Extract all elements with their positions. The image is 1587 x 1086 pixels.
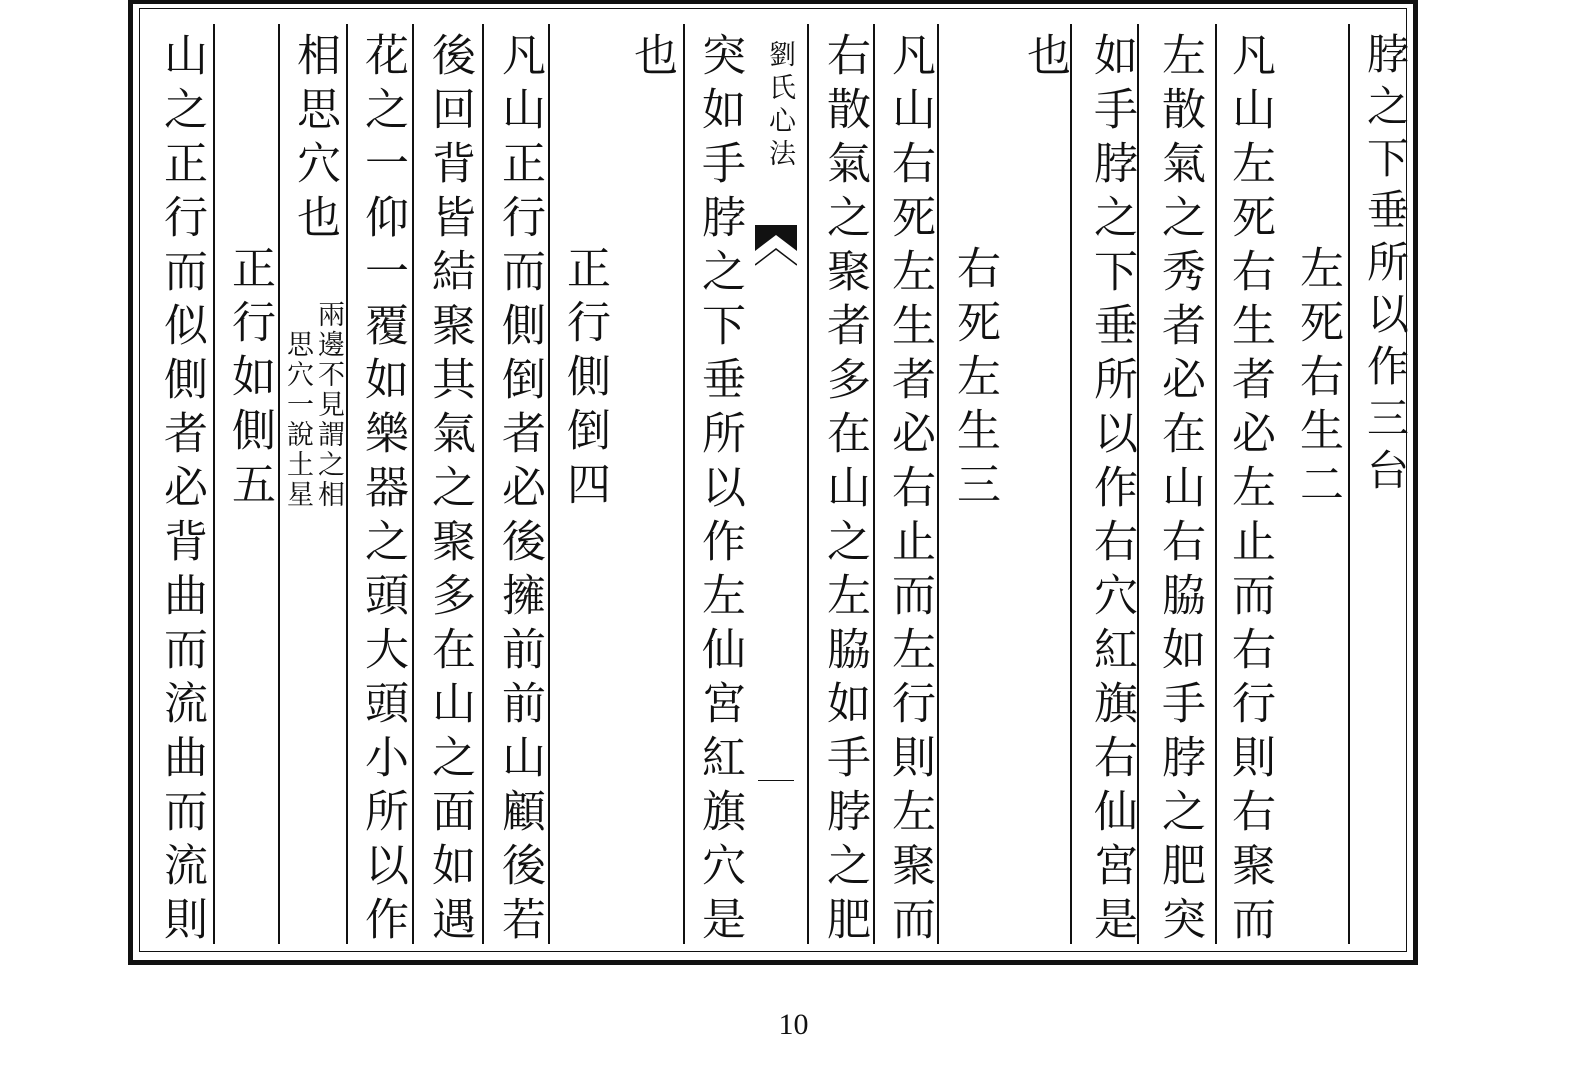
text-column: 凡山左死右生者必左止而右行則右聚而 bbox=[1224, 32, 1275, 950]
heading-column: 脖之下垂所以作三台 bbox=[1361, 32, 1410, 500]
text-column: 花之一仰一覆如樂器之頭大頭小所以作 bbox=[357, 32, 408, 950]
column-rule bbox=[412, 24, 414, 944]
annotation-note: 思穴一說土星 bbox=[282, 330, 313, 510]
text-column: 凡山正行而側倒者必後擁前前山顧後若 bbox=[494, 32, 545, 950]
text-column: 也 bbox=[1019, 32, 1070, 86]
centre-fold bbox=[755, 10, 797, 945]
text-column: 凡山右死左生者必右止而左行則左聚而 bbox=[884, 32, 935, 950]
text-column: 也 bbox=[626, 32, 677, 86]
column-rule bbox=[346, 24, 348, 944]
text-column: 突如手脖之下垂所以作左仙宮紅旗穴是 bbox=[694, 32, 745, 950]
text-column: 左散氣之秀者必在山右脇如手脖之肥突 bbox=[1154, 32, 1205, 950]
text-column: 山之正行而似側者必背曲而流曲而流則 bbox=[156, 32, 207, 950]
text-column: 右散氣之聚者多在山之左脇如手脖之肥 bbox=[819, 32, 870, 950]
text-column: 後回背皆結聚其氣之聚多在山之面如遇 bbox=[424, 32, 475, 950]
column-rule bbox=[1348, 24, 1350, 944]
column-rule bbox=[1215, 24, 1217, 944]
centre-rule bbox=[758, 780, 794, 781]
column-rule bbox=[482, 24, 484, 944]
section-heading: 正行如側五 bbox=[224, 245, 275, 515]
column-rule bbox=[873, 24, 875, 944]
page-number: 10 bbox=[778, 1008, 809, 1041]
column-rule bbox=[683, 24, 685, 944]
section-heading: 左死右生二 bbox=[1292, 245, 1343, 515]
text-column: 相思穴也 bbox=[289, 32, 340, 248]
column-rule bbox=[548, 24, 550, 944]
column-rule bbox=[1070, 24, 1072, 944]
fishtail-mark bbox=[755, 225, 797, 295]
centre-title: 劉氏心法 bbox=[764, 40, 795, 172]
annotation-note: 兩邊不見謂之相 bbox=[313, 300, 344, 510]
text-column: 如手脖之下垂所以作右穴紅旗右仙宮是 bbox=[1086, 32, 1137, 950]
section-heading: 右死左生三 bbox=[949, 245, 1000, 515]
column-rule bbox=[213, 24, 215, 944]
column-rule bbox=[278, 24, 280, 944]
column-rule bbox=[807, 24, 809, 944]
section-heading: 正行側倒四 bbox=[559, 245, 610, 515]
